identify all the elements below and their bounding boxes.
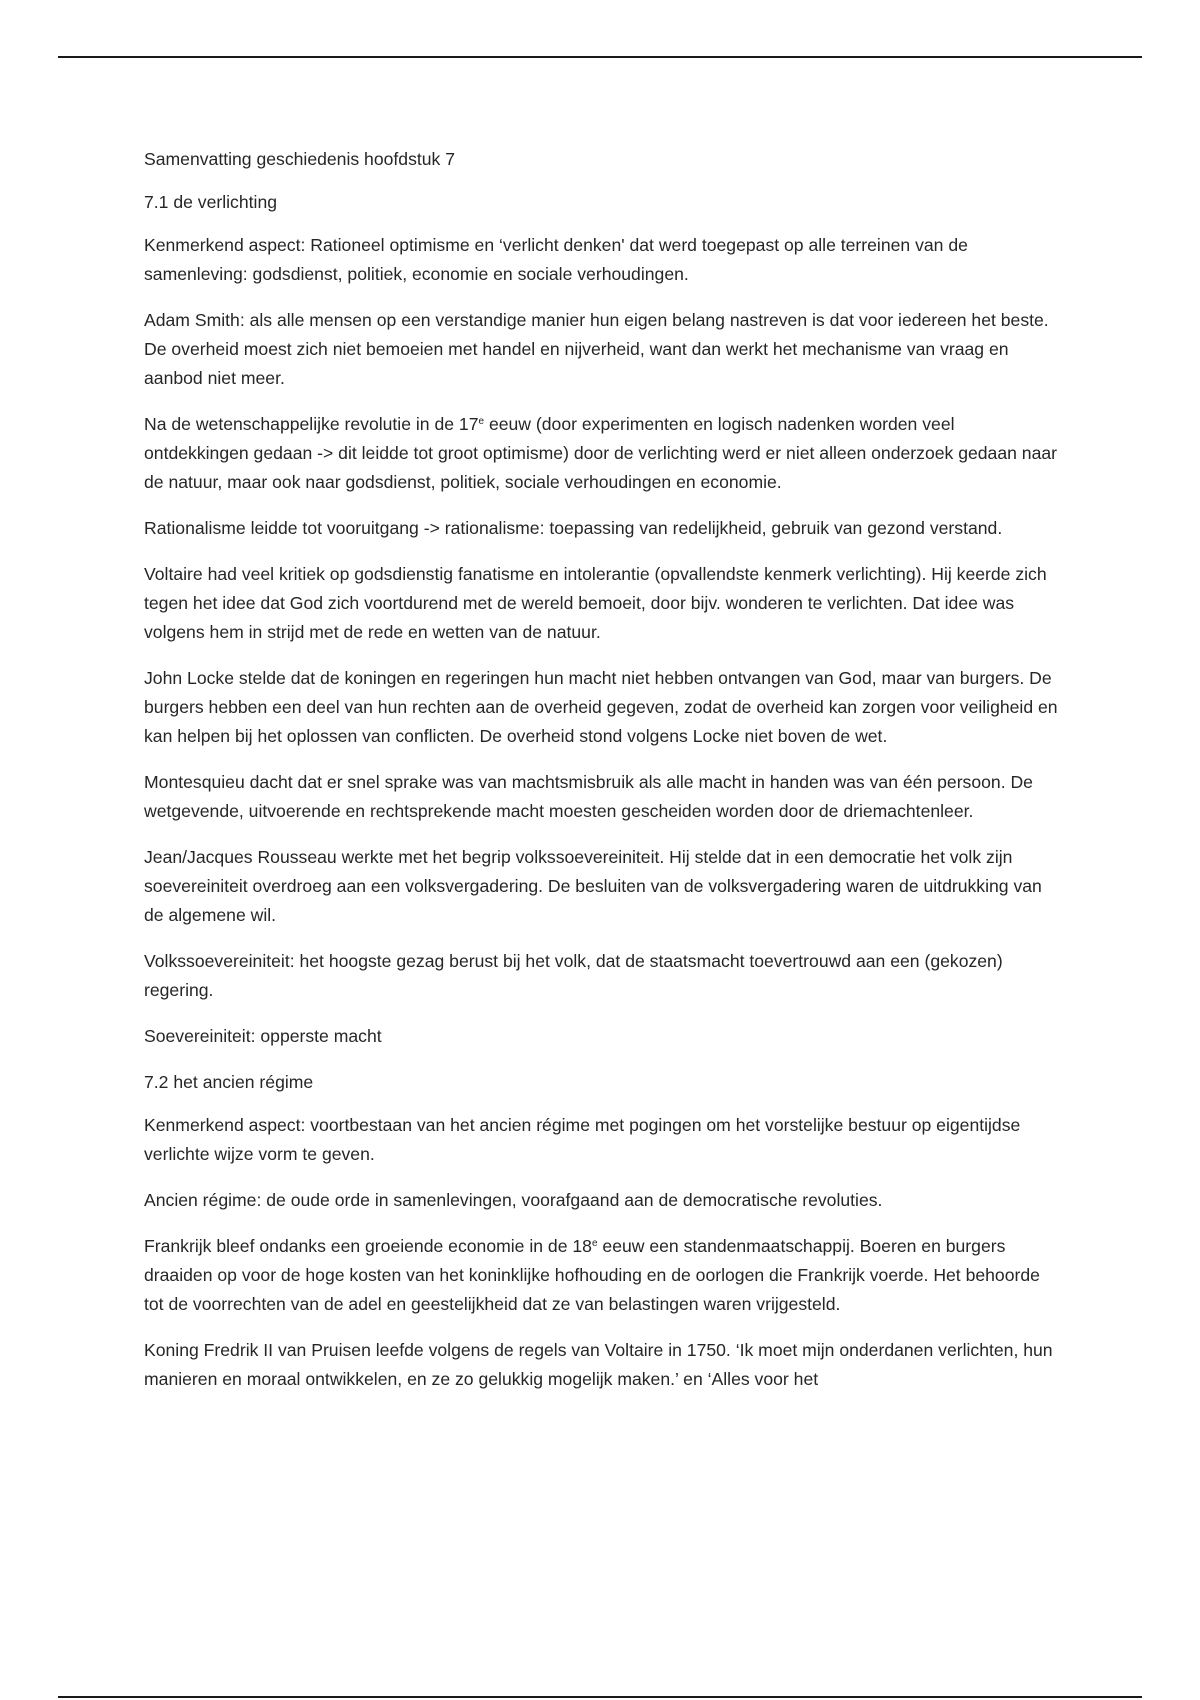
paragraph-text: Frankrijk bleef ondanks een groeiende economie in de 18 xyxy=(144,1236,592,1256)
header-rule xyxy=(58,56,1142,58)
paragraph-fredrik-ii: Koning Fredrik II van Pruisen leefde volgens de regels van Voltaire in 1750. ‘Ik moet mijn onderdanen verlichten, hun manieren en moraal ontwikkelen, en ze zo gelukkig mogelijk maken.’ en ‘Alles voor het xyxy=(144,1340,1053,1389)
section-heading-7-2: 7.2 het ancien régime xyxy=(144,1072,314,1092)
paragraph-kenmerkend-aspect-ancien-regime: Kenmerkend aspect: voortbestaan van het ancien régime met pogingen om het vorstelijke bestuur op eigentijdse verlichte wijze vorm te geven. xyxy=(144,1115,1021,1164)
document-body xyxy=(144,145,1064,1411)
paragraph-soevereiniteit: Soevereiniteit: opperste macht xyxy=(144,1026,382,1046)
paragraph-text: eeuw een standenmaatschappij. Boeren en burgers draaiden op voor de hoge kosten van het koninklijke hofhouding en de oorlogen die Frankrijk voerde. Het behoorde tot de voorrechten van de adel en geestelijkheid dat ze van belastingen waren vrijgesteld. xyxy=(144,1236,1040,1314)
paragraph-wetenschappelijke-revolutie xyxy=(144,410,1064,497)
footer-rule xyxy=(58,1696,1142,1698)
paragraph-text: Na de wetenschappelijke revolutie in de 17 xyxy=(144,414,479,434)
paragraph-adam-smith: Adam Smith: als alle mensen op een verstandige manier hun eigen belang nastreven is dat voor iedereen het beste. De overheid moest zich niet bemoeien met handel en nijverheid, want dan werkt het mechanisme van vraag en aanbod niet meer. xyxy=(144,310,1049,388)
paragraph-rousseau: Jean/Jacques Rousseau werkte met het begrip volkssoevereiniteit. Hij stelde dat in een democratie het volk zijn soevereiniteit overdroeg aan een volksvergadering. De besluiten van de volksvergadering waren de uitdrukking van de algemene wil. xyxy=(144,847,1042,925)
superscript: e xyxy=(591,1238,598,1249)
document-title: Samenvatting geschiedenis hoofdstuk 7 xyxy=(144,149,456,169)
superscript: e xyxy=(478,416,485,427)
paragraph-john-locke: John Locke stelde dat de koningen en regeringen hun macht niet hebben ontvangen van God, maar van burgers. De burgers hebben een deel van hun rechten aan de overheid gegeven, zodat de overheid kan zorgen voor veiligheid en kan helpen bij het oplossen van conflicten. De overheid stond volgens Locke niet boven de wet. xyxy=(144,668,1058,746)
paragraph-rationalisme: Rationalisme leidde tot vooruitgang -> rationalisme: toepassing van redelijkheid, gebruik van gezond verstand. xyxy=(144,518,1003,538)
paragraph-kenmerkend-aspect-verlichting: Kenmerkend aspect: Rationeel optimisme en ‘verlicht denken' dat werd toegepast op alle terreinen van de samenleving: godsdienst, politiek, economie en sociale verhoudingen. xyxy=(144,235,968,284)
paragraph-voltaire: Voltaire had veel kritiek op godsdienstig fanatisme en intolerantie (opvallendste kenmerk verlichting). Hij keerde zich tegen het idee dat God zich voortdurend met de wereld bemoeit, door bijv. wonderen te verlichten. Dat idee was volgens hem in strijd met de rede en wetten van de natuur. xyxy=(144,564,1047,642)
paragraph-volkssoevereiniteit: Volkssoevereiniteit: het hoogste gezag berust bij het volk, dat de staatsmacht toevertrouwd aan een (gekozen) regering. xyxy=(144,951,1003,1000)
paragraph-frankrijk xyxy=(144,1232,1064,1319)
section-heading-7-1: 7.1 de verlichting xyxy=(144,192,278,212)
paragraph-text: eeuw (door experimenten en logisch nadenken worden veel ontdekkingen gedaan -> dit leidde tot groot optimisme) door de verlichting werd er niet alleen onderzoek gedaan naar de natuur, maar ook naar godsdienst, politiek, sociale verhoudingen en economie. xyxy=(144,414,1058,492)
paragraph-ancien-regime-definition: Ancien régime: de oude orde in samenlevingen, voorafgaand aan de democratische revoluties. xyxy=(144,1190,883,1210)
paragraph-montesquieu: Montesquieu dacht dat er snel sprake was van machtsmisbruik als alle macht in handen was van één persoon. De wetgevende, uitvoerende en rechtsprekende macht moesten gescheiden worden door de driemachtenleer. xyxy=(144,772,1033,821)
